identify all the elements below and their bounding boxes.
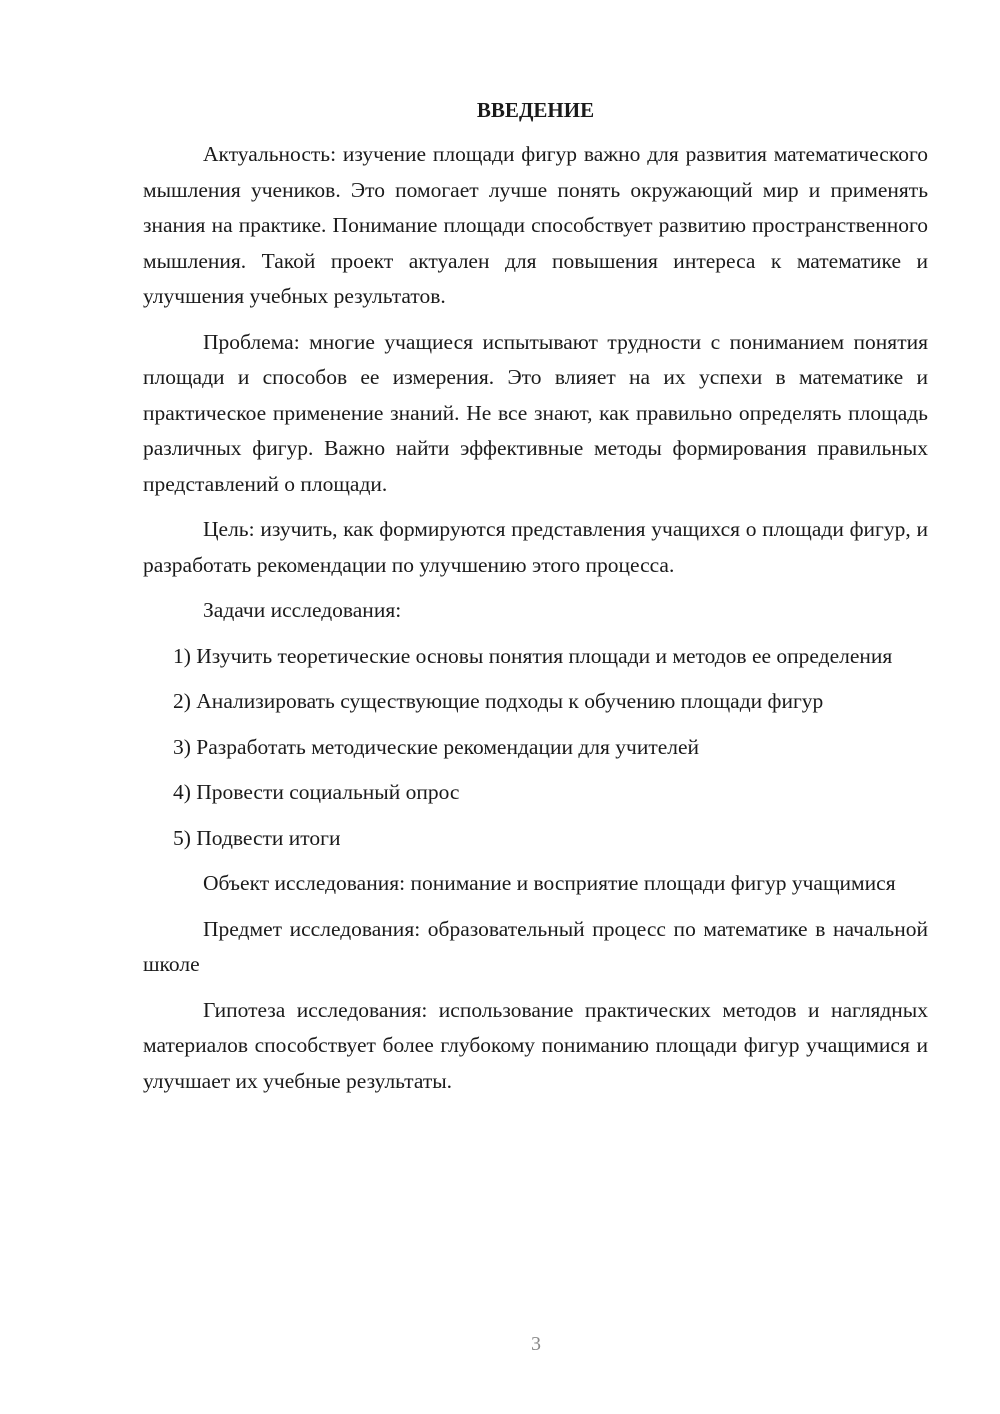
task-item-1: 1) Изучить теоретические основы понятия площади и методов ее определения [173, 643, 893, 668]
page-number: 3 [531, 1333, 541, 1355]
subject-paragraph: Предмет исследования: образовательный процесс по математике в начальной школе [143, 916, 928, 976]
task-item-2: 2) Анализировать существующие подходы к обучению площади фигур [173, 689, 824, 713]
object-paragraph: Объект исследования: понимание и восприятие площади фигур учащимися [203, 871, 896, 895]
section-heading: ВВЕДЕНИЕ [476, 98, 595, 122]
problem-paragraph: Проблема: многие учащиеся испытывают трудности с пониманием понятия площади и способов ее измерения. Это влияет на их успехи в математике и практическое применение знаний. Не все знают, как правильно определять площадь различных фигур. Важно найти эффективные методы формирования правильных представлений о площади. [143, 329, 928, 496]
tasks-heading: Задачи исследования: [203, 598, 402, 622]
task-item-5: 5) Подвести итоги [173, 825, 341, 850]
hypothesis-paragraph: Гипотеза исследования: использование практических методов и наглядных материалов способствует более глубокому пониманию площади фигур учащимися и улучшает их учебные результаты. [143, 997, 928, 1093]
task-item-3: 3) Разработать методические рекомендации для учителей [173, 734, 700, 759]
document-page [143, 95, 928, 1109]
task-item-4: 4) Провести социальный опрос [173, 780, 460, 804]
relevance-paragraph: Актуальность: изучение площади фигур важно для развития математического мышления учеников. Это помогает лучше понять окружающий мир и применять знания на практике. Понимание площади способствует развитию пространственного мышления. Такой проект актуален для повышения интереса к математике и улучшения учебных результатов. [143, 142, 928, 308]
goal-paragraph: Цель: изучить, как формируются представления учащихся о площади фигур, и разработать рекомендации по улучшению этого процесса. [143, 517, 928, 577]
